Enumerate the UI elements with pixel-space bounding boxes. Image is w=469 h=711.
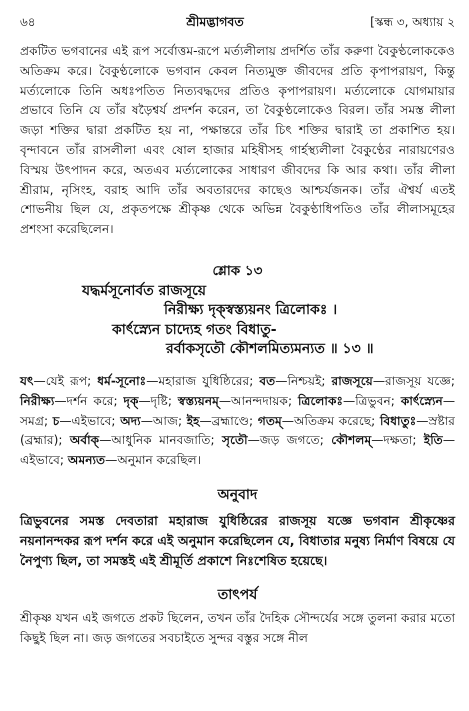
synonym-meaning: আনন্দদায়ক; xyxy=(231,393,293,408)
translation-heading: অনুবাদ xyxy=(217,486,258,503)
synonym-meaning: এইভাবে; xyxy=(20,453,65,468)
synonym-word: রাজসূয়ে xyxy=(331,373,373,388)
synonym-meaning: জড় জগতে; xyxy=(259,433,324,448)
synonym-word: কার্ৎস্ন্যেন xyxy=(400,393,443,408)
translation-text: ত্রিভুবনের সমস্ত দেবতারা মহারাজ যুধিষ্ঠিরের রাজসূয় যজ্ঞে ভগবান শ্রীকৃষ্ণের নয়নানন্দকর রূপ দর্শন করে এই অনুমান করেছিলেন যে, বিধাতার মনুষ্য নির্মাণ বিষয়ে যে নৈপুণ্য ছিল, তা সমস্তই এই শ্রীমূর্তি প্রকাশে নিঃশেষিত হয়েছে। xyxy=(20,512,455,568)
synonym-meaning: ব্রহ্মাণ্ডে; xyxy=(211,413,254,428)
synonym-word: সৃতৌ xyxy=(222,433,248,448)
synonym-meaning: দক্ষতা; xyxy=(383,433,417,448)
synonym-meaning: স্রষ্টার (ব্রহ্মার); xyxy=(20,413,455,448)
synonym-word: যৎ xyxy=(20,373,34,388)
intro-paragraph: প্রকটিত ভগবানের এই রূপ সর্বোত্তম-রূপে মর্ত্যলীলায় প্রদর্শিত তাঁর করুণা বৈকুণ্ঠলোককেও অতিক্রম করে। বৈকুণ্ঠলোকে ভগবান কেবল নিত্যমুক্ত জীবদের প্রতি কৃপাপরায়ণ, কিন্তু মর্ত্যলোকে তিনি অধঃপতিত নিত্যবদ্ধদের প্রতিও কৃপাপরায়ণ। মর্ত্যলোকে যোগমায়ার প্রভাবে তিনি যে তাঁর ষড়ৈশ্বর্য প্রদর্শন করেন, তা বৈকুণ্ঠলোকেও বিরল। তাঁর সমস্ত লীলা জড়া শক্তির দ্বারা প্রকটিত হয় না, পক্ষান্তরে তাঁর চিৎ শক্তির দ্বারাই তা প্রকাশিত হয়। বৃন্দাবনে তাঁর রাসলীলা এবং ষোল হাজার মহিষীসহ গার্হস্থ্যলীলা বৈকুণ্ঠের নারায়ণেরও বিস্ময় উৎপাদন করে, অতএব মর্ত্যলোকের সাধারণ জীবদের কি আর কথা। তাঁর লীলা শ্রীরাম, নৃসিংহ, বরাহ আদি তাঁর অবতারদের কাছেও আশ্চর্যজনক। তাঁর ঐশ্বর্য এতই শোভনীয় ছিল যে, প্রকৃতপক্ষে শ্রীকৃষ্ণ থেকে অভিন্ন বৈকুণ্ঠাধিপতিও তাঁর লীলাসমূহের প্রশংসা করেছিলেন। xyxy=(20,44,455,237)
synonym-word: ইতি xyxy=(423,433,443,448)
synonym-word: গতম্ xyxy=(257,413,282,428)
synonym-meaning: যেই রূপ; xyxy=(45,373,92,388)
verse-line: কার্ৎস্ন্যেন চাদ্যেহ গতং বিধাতু- xyxy=(112,321,277,338)
synonym-word: নিরীক্ষ্য xyxy=(20,393,55,408)
synonym-word: চ xyxy=(52,413,60,428)
synonym-word: ধর্ম-সূনোঃ xyxy=(97,373,147,388)
synonym-word: ইহ xyxy=(186,413,200,428)
synonym-word: বত xyxy=(259,373,276,388)
synonym-word: অর্বাক্ xyxy=(69,433,100,448)
purport-text: শ্রীকৃষ্ণ যখন এই জগতে প্রকট ছিলেন, তখন তাঁর দৈহিক সৌন্দর্যের সঙ্গে তুলনা করার মতো কিছুই ছিল না। জড় জগতের সবচাইতে সুন্দর বস্তুর সঙ্গে নীল xyxy=(20,610,455,645)
verse-line: রর্বাকসৃতৌ কৌশলমিত্যমন্যত ॥ ১৩ ॥ xyxy=(166,341,374,358)
word-meanings: যৎ—যেই রূপ; ধর্ম-সূনোঃ—মহারাজ যুধিষ্ঠিরের; বত—নিশ্চয়ই; রাজসূয়ে—রাজসূয় যজ্ঞে; নিরীক্ষ্য—দর্শন করে; দৃক্—দৃষ্টি; স্বস্ত্যয়নম্—আনন্দদায়ক; ত্রিলোকঃ—ত্রিভুবন; কার্ৎস্ন্যেন—সমগ্র; চ—এইভাবে; অদ্য—আজ; ইহ—ব্রহ্মাণ্ডে; গতম্—অতিক্রম করেছে; বিধাতুঃ—স্রষ্টার (ব্রহ্মার); অর্বাক্—আধুনিক মানবজাতি; সৃতৌ—জড় জগতে; কৌশলম্—দক্ষতা; ইতি—এইভাবে; অমন্যত—অনুমান করেছিল। xyxy=(20,373,456,468)
synonym-meaning: এইভাবে; xyxy=(71,413,116,428)
book-title: শ্রীমদ্ভাগবত xyxy=(186,14,244,29)
synonym-meaning: অতিক্রম করেছে; xyxy=(293,413,376,428)
synonym-meaning: মহারাজ যুধিষ্ঠিরের; xyxy=(158,373,254,388)
synonym-word: ত্রিলোকঃ xyxy=(298,393,343,408)
chapter-reference: [স্কন্ধ ৩, অধ্যায় ২ xyxy=(370,15,455,29)
synonym-meaning: আজ; xyxy=(152,413,183,428)
synonym-word: দৃক্ xyxy=(123,393,139,408)
synonym-word: অমন্যত xyxy=(67,453,106,468)
synonym-meaning: নিশ্চয়ই; xyxy=(287,373,326,388)
synonym-meaning: সমগ্র; xyxy=(20,413,49,428)
synonym-meaning: দর্শন করে; xyxy=(66,393,118,408)
purport-heading: তাৎপর্য xyxy=(217,586,258,603)
synonym-word: অদ্য xyxy=(120,413,141,428)
synonym-meaning: অনুমান করেছিল। xyxy=(117,453,202,468)
synonym-word: বিধাতুঃ xyxy=(379,413,417,428)
verse-line: নিরীক্ষ্য দৃক্স্বস্ত্যয়নং ত্রিলোকঃ । xyxy=(164,302,338,319)
synonym-word: স্বস্ত্যয়নম্ xyxy=(177,393,219,408)
verse-heading: শ্লোক ১৩ xyxy=(212,262,263,279)
verse-line: যদ্ধর্মসূনোর্বত রাজসূয়ে xyxy=(82,282,206,299)
page-number: ৬৪ xyxy=(20,15,36,29)
synonym-meaning: ত্রিভুবন; xyxy=(355,393,395,408)
synonym-meaning: রাজসূয় যজ্ঞে; xyxy=(385,373,456,388)
synonym-word: কৌশলম্ xyxy=(331,433,372,448)
synonym-meaning: আধুনিক মানবজাতি; xyxy=(111,433,215,448)
verse-text xyxy=(20,282,455,360)
page-header xyxy=(20,14,455,34)
synonym-meaning: দৃষ্টি; xyxy=(150,393,172,408)
